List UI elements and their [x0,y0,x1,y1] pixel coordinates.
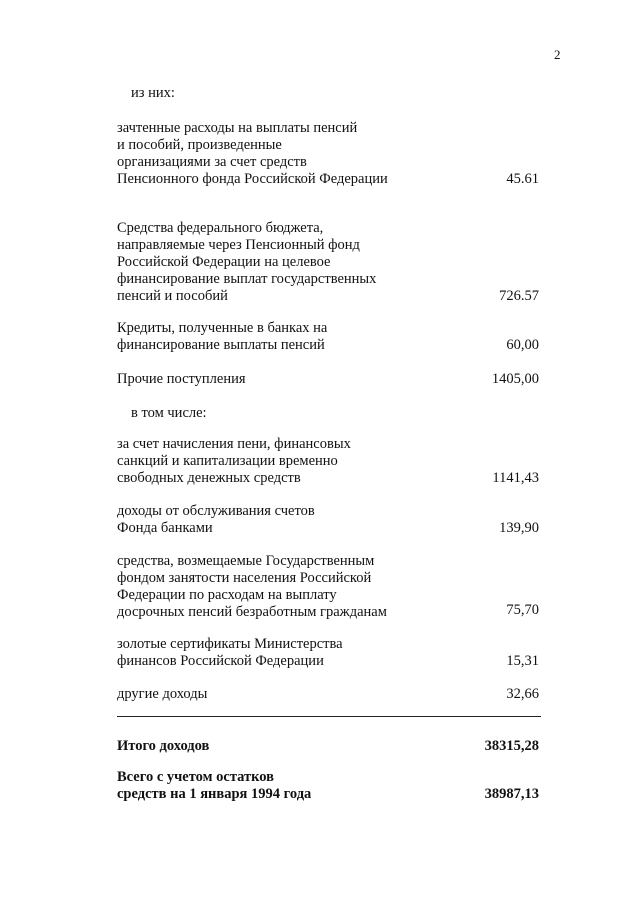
subrow-label-employment-fund: средства, возмещаемые Государственным фондом занятости населения Российской Федерации по расходам на выплату досрочных пенсий безработным гражданам [117,553,387,620]
subsection-header: в том числе: [131,405,207,421]
total-label-with-balances: Всего с учетом остатков средств на 1 января 1994 года [117,769,312,802]
subrow-label-bank-service: доходы от обслуживания счетов Фонда банками [117,503,315,536]
subrow-amount-bank-service: 139,90 [499,520,539,536]
row-label-credited-expenses: зачтенные расходы на выплаты пенсий и пособий, произведенные организациями за счет средств Пенсионного фонда Российской Федерации [117,120,388,187]
row-label-other-income: Прочие поступления [117,371,246,387]
subrow-amount-employment-fund: 75,70 [506,602,539,618]
row-amount-federal-budget: 726.57 [499,288,539,304]
subrow-label-penalties: за счет начисления пени, финансовых санкций и капитализации временно свободных денежных средств [117,436,351,486]
total-amount-with-balances: 38987,13 [484,786,539,802]
total-amount-income: 38315,28 [484,738,539,754]
row-label-bank-credits: Кредиты, полученные в банках на финансирование выплаты пенсий [117,320,328,353]
total-divider [117,716,541,717]
subrow-amount-other-revenues: 32,66 [506,686,539,702]
total-label-income: Итого доходов [117,738,210,754]
subrow-amount-gold-certificates: 15,31 [506,653,539,669]
row-amount-bank-credits: 60,00 [506,337,539,353]
row-amount-credited-expenses: 45.61 [506,171,539,187]
section-header: из них: [131,85,175,101]
page-number: 2 [554,47,561,62]
subrow-label-gold-certificates: золотые сертификаты Министерства финансов Российской Федерации [117,636,343,669]
subrow-amount-penalties: 1141,43 [492,470,539,486]
subrow-label-other-revenues: другие доходы [117,686,208,702]
row-amount-other-income: 1405,00 [491,371,539,387]
row-label-federal-budget: Средства федерального бюджета, направляемые через Пенсионный фонд Российской Федерации на целевое финансирование выплат государственных пенсий и пособий [117,220,377,304]
